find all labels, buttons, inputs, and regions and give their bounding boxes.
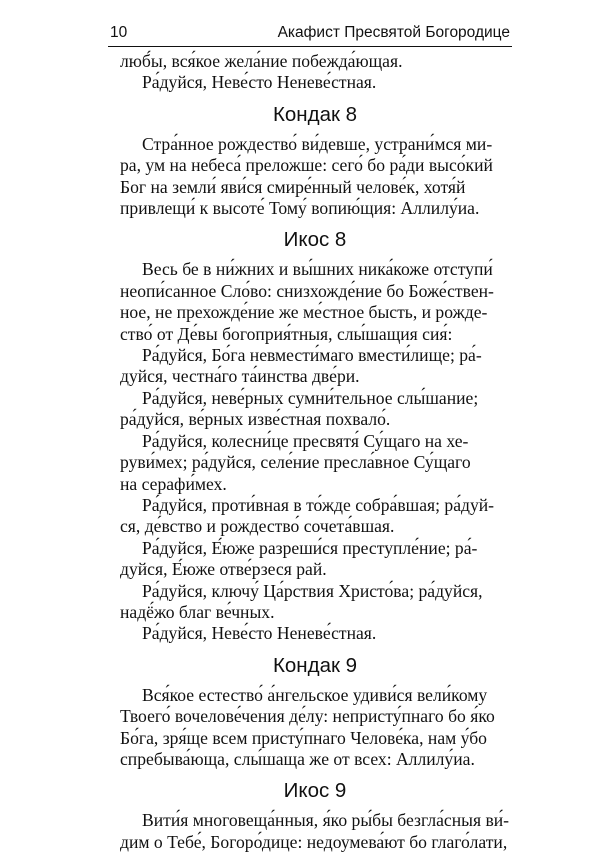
paragraph <box>120 685 510 771</box>
text-line: Вся́кое естество́ а́нгельское удиви́ся вели́кому <box>142 684 488 705</box>
text-line: на серафи́мех. <box>120 473 227 494</box>
text-line: Вити́я многовеща́нныя, я́ко ры́бы безгла́сныя ви́- <box>142 810 510 831</box>
text-line: Ра́дуйся, ключу́ Ца́рствия Христо́ва; ра́дуйся, <box>142 580 483 601</box>
paragraph <box>120 388 510 431</box>
text-line: Твоего́ вочелове́чения де́лу: непристу́пнаго бо я́ко <box>120 706 495 727</box>
text-line: ся, де́вство и рождество́ сочета́вшая. <box>120 516 395 537</box>
text-line: Бо́га, зря́ще всем присту́пнаго Челове́ка, нам у́бо <box>120 727 487 748</box>
text-line: надё́жо благ ве́чных. <box>120 601 275 622</box>
text-line: Весь бе в ни́жних и вы́шних ника́коже отступи́ <box>142 259 493 280</box>
text-line: руви́мех; ра́дуйся, селе́ние пресла́вное Су́щаго <box>120 452 471 473</box>
paragraph <box>120 581 510 624</box>
text-line: ство́ от Де́вы богоприя́тныя, слы́шащия сия́: <box>120 323 453 344</box>
section-heading: Кондак 9 <box>272 653 358 677</box>
paragraph <box>120 51 510 72</box>
text-line: дим о Тебе́, Богоро́дице: недоумева́ют бо глаго́лати, <box>120 831 508 852</box>
text-line: спребыва́юща, слы́шаща же от всех: Аллилу́иа. <box>120 748 475 769</box>
text-line: дуйся, честна́го та́инства две́ри. <box>120 366 360 387</box>
section-heading: Кондак 8 <box>272 102 358 126</box>
running-header <box>108 22 512 47</box>
text-line: Стра́нное рождество́ ви́девше, устрани́мся ми- <box>142 133 493 154</box>
text-line: люб́ы, вся́кое жела́ние побежда́ющая. <box>120 51 403 71</box>
text-body <box>120 51 510 853</box>
paragraph <box>120 72 510 93</box>
text-line: Ра́дуйся, Неве́сто Неневе́стная. <box>142 623 377 644</box>
paragraph <box>120 431 510 495</box>
section-heading: Икос 8 <box>283 228 347 252</box>
text-line: Ра́дуйся, проти́вная в то́жде собра́вшая; ра́дуй- <box>142 494 495 515</box>
text-line: привлещи́ к высоте́ Тому́ вопию́щия: Аллилу́иа. <box>120 198 480 219</box>
text-line: Ра́дуйся, Неве́сто Неневе́стная. <box>142 72 377 93</box>
text-line: Ра́дуйся, неве́рных сумни́тельное слы́шание; <box>142 387 479 408</box>
text-line: Ра́дуйся, Бо́га невмести́маго вмести́лище; ра́- <box>142 345 482 366</box>
text-line: ное, не прехожде́ние же ме́стное бысть, и рожде- <box>120 302 488 323</box>
text-line: Ра́дуйся, Е́юже разреши́ся преступле́ние; ра́- <box>142 537 478 558</box>
paragraph <box>120 810 510 853</box>
paragraph <box>120 134 510 220</box>
section-heading: Икос 9 <box>283 779 347 803</box>
running-title: Акафист Пресвятой Богородице <box>277 24 510 41</box>
text-line: ра, ум на небеса́ преложше: сего́ бо ра́ди высо́кий <box>120 155 493 176</box>
paragraph <box>120 623 510 644</box>
paragraph <box>120 538 510 581</box>
paragraph <box>120 345 510 388</box>
text-line: Ра́дуйся, колесни́це пресвятя́ Су́щаго на хе- <box>142 430 469 451</box>
text-line: дуйся, Е́юже отве́рзеся рай. <box>120 559 327 580</box>
paragraph <box>120 495 510 538</box>
text-line: Бог на земли́ яви́ся смире́нный челове́к, хотя́й <box>120 176 466 197</box>
text-line: неопи́санное Сло́во: снизхожде́ние бо Боже́ствен- <box>120 280 494 301</box>
text-line: ра́дуйся, ве́рных изве́стная похвало́. <box>120 409 391 430</box>
paragraph <box>120 259 510 345</box>
page-number: 10 <box>110 24 128 41</box>
